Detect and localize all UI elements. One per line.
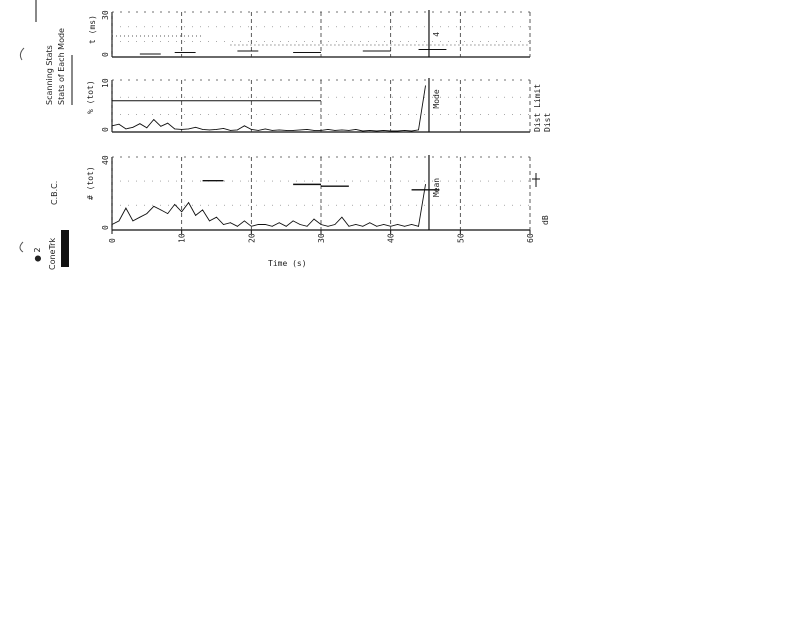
- top-ylabel: t (ms): [88, 15, 97, 44]
- data-point: [237, 130, 238, 131]
- data-point: [174, 204, 175, 205]
- data-point: [383, 130, 384, 131]
- data-point: [314, 219, 315, 220]
- y-tick-label: 30: [101, 10, 110, 20]
- x-tick-label: 30: [317, 233, 326, 243]
- data-point: [202, 129, 203, 130]
- data-point: [348, 130, 349, 131]
- data-point: [272, 130, 273, 131]
- y-tick-label: 40: [101, 155, 110, 165]
- data-point: [404, 226, 405, 227]
- x-tick-label: 60: [526, 233, 535, 243]
- data-point: [258, 130, 259, 131]
- data-point: [160, 126, 161, 127]
- data-point: [369, 130, 370, 131]
- data-point: [390, 226, 391, 227]
- data-point: [272, 226, 273, 227]
- data-point: [119, 124, 120, 125]
- data-point: [425, 85, 426, 86]
- panel-annotation: Mode: [431, 89, 441, 109]
- data-point: [397, 131, 398, 132]
- y-tick-label: 0: [101, 127, 110, 132]
- data-point: [146, 127, 147, 128]
- corner-mark: [20, 242, 23, 252]
- data-point: [119, 220, 120, 221]
- stats-subtitle: Stats of Each Mode: [57, 28, 66, 105]
- y-tick-label: 0: [101, 225, 110, 230]
- data-point: [383, 224, 384, 225]
- x-tick-label: 10: [177, 233, 187, 243]
- side-label: Dist Limit: [533, 83, 542, 132]
- corner-mark: [20, 48, 24, 60]
- data-point: [265, 128, 266, 129]
- data-point: [300, 224, 301, 225]
- data-point: [139, 217, 140, 218]
- data-point: [342, 130, 343, 131]
- data-point: [328, 226, 329, 227]
- middle-plot: [101, 78, 552, 132]
- stats-title: Scanning Stats: [45, 45, 54, 105]
- data-point: [293, 220, 294, 221]
- x-axis: [108, 230, 535, 243]
- data-point: [307, 226, 308, 227]
- y-tick-label: 0: [101, 52, 110, 57]
- side-label: Dist: [543, 112, 552, 132]
- x-tick-label: 20: [247, 233, 257, 243]
- data-point: [390, 131, 391, 132]
- middle-ylabel: % (tot): [86, 80, 95, 114]
- data-point: [230, 130, 231, 131]
- bottom-ylabel: # (tot): [86, 166, 95, 200]
- bottom-plot: [101, 155, 550, 230]
- data-point: [181, 129, 182, 130]
- top-plot: [101, 10, 530, 57]
- data-point: [133, 127, 134, 128]
- data-point: [286, 226, 287, 227]
- data-point: [126, 128, 127, 129]
- data-point: [251, 226, 252, 227]
- data-point: [328, 129, 329, 130]
- data-point: [369, 222, 370, 223]
- data-point: [279, 222, 280, 223]
- data-point: [244, 220, 245, 221]
- data-point: [195, 127, 196, 128]
- small-code: ● 2: [33, 247, 42, 262]
- data-point: [362, 226, 363, 227]
- data-point: [146, 213, 147, 214]
- left-panel: [20, 0, 72, 270]
- data-point: [153, 206, 154, 207]
- data-point: [411, 131, 412, 132]
- data-point: [174, 128, 175, 129]
- data-point: [251, 129, 252, 130]
- data-point: [223, 224, 224, 225]
- data-point: [307, 129, 308, 130]
- data-point: [167, 123, 168, 124]
- series-line: [112, 184, 426, 226]
- data-point: [376, 131, 377, 132]
- data-point: [355, 224, 356, 225]
- brand-name: ConeTrk: [48, 237, 57, 270]
- brand-tagline: C.B.C.: [50, 180, 59, 205]
- data-point: [153, 119, 154, 120]
- data-point: [209, 220, 210, 221]
- data-point: [418, 130, 419, 131]
- data-point: [244, 125, 245, 126]
- data-point: [160, 210, 161, 211]
- data-point: [348, 226, 349, 227]
- data-point: [342, 217, 343, 218]
- data-point: [293, 130, 294, 131]
- data-point: [418, 226, 419, 227]
- data-point: [188, 202, 189, 203]
- data-point: [209, 130, 210, 131]
- x-tick-label: 0: [108, 238, 117, 243]
- data-point: [265, 224, 266, 225]
- data-point: [335, 130, 336, 131]
- data-point: [230, 222, 231, 223]
- data-point: [181, 211, 182, 212]
- data-point: [188, 128, 189, 129]
- data-point: [112, 224, 113, 225]
- data-point: [321, 130, 322, 131]
- x-tick-label: 40: [386, 233, 396, 243]
- data-point: [335, 224, 336, 225]
- data-point: [202, 210, 203, 211]
- data-point: [195, 215, 196, 216]
- data-point: [223, 128, 224, 129]
- data-point: [355, 129, 356, 130]
- x-axis-label: Time (s): [268, 259, 307, 268]
- data-point: [362, 131, 363, 132]
- panel-annotation: Mean: [431, 177, 441, 198]
- data-point: [425, 184, 426, 185]
- series-line: [112, 86, 426, 131]
- data-point: [404, 130, 405, 131]
- data-point: [279, 130, 280, 131]
- right-range-label: dB: [541, 215, 550, 225]
- data-point: [321, 224, 322, 225]
- data-point: [126, 208, 127, 209]
- data-point: [139, 123, 140, 124]
- data-point: [216, 217, 217, 218]
- data-point: [112, 125, 113, 126]
- data-point: [314, 130, 315, 131]
- data-point: [300, 130, 301, 131]
- data-point: [216, 129, 217, 130]
- black-label-box: [61, 230, 69, 267]
- x-tick-label: 50: [456, 233, 466, 243]
- data-point: [411, 224, 412, 225]
- y-tick-label: 10: [101, 78, 110, 88]
- data-point: [237, 226, 238, 227]
- data-point: [397, 224, 398, 225]
- data-point: [376, 226, 377, 227]
- panel-annotation: 4: [431, 31, 441, 37]
- data-point: [286, 130, 287, 131]
- data-point: [167, 213, 168, 214]
- data-point: [133, 220, 134, 221]
- data-point: [258, 224, 259, 225]
